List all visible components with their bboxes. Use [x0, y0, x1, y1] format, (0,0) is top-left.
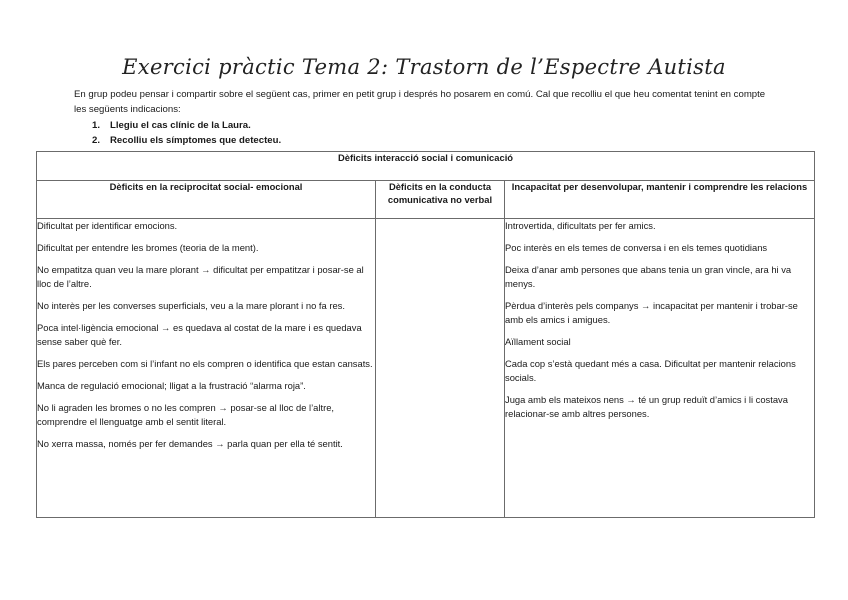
instruction-item: [92, 119, 281, 134]
symptom-item: Els pares perceben com si l’infant no els compren o identifica que estan cansats.: [37, 358, 373, 369]
column-header-nonverbal: Dèficits en la conducta comunicativa no verbal: [376, 181, 505, 219]
symptom-item: Poca intel·ligència emocional → es quedava al costat de la mare i es quedava sense saber què fer.: [37, 322, 362, 347]
instruction-item: [92, 134, 281, 149]
intro-paragraph: En grup podeu pensar i compartir sobre el següent cas, primer en petit grup i després ho posarem en comú. Cal que recolliu el que heu comentat tenint en compte les següents indicacions:: [74, 89, 766, 115]
document-title: Exercici pràctic Tema 2: Trastorn de l’Espectre Autista: [122, 55, 726, 79]
column-nonverbal: [376, 219, 505, 518]
symptom-item: No empatitza quan veu la mare plorant → dificultat per empatitzar i posar-se al lloc de l’altre.: [37, 264, 364, 289]
instruction-number: 2.: [92, 134, 101, 146]
symptom-item: Dificultat per entendre les bromes (teoria de la ment).: [37, 242, 259, 253]
instruction-list: [92, 119, 281, 148]
symptom-item: Cada cop s’està quedant més a casa. Dificultat per mantenir relacions socials.: [505, 358, 796, 383]
symptom-item: Dificultat per identificar emocions.: [37, 220, 178, 231]
symptom-item: Manca de regulació emocional; lligat a la frustració “alarma roja”.: [37, 380, 306, 391]
symptom-item: No xerra massa, només per fer demandes → parla quan per ella té sentit.: [37, 438, 343, 449]
symptoms-table: [36, 151, 815, 518]
symptom-item: Juga amb els mateixos nens → té un grup reduït d’amics i li costava relacionar-se amb altres persones.: [505, 394, 788, 419]
column-relationships: [505, 219, 815, 518]
instruction-number: 1.: [92, 120, 101, 131]
instruction-text: Llegiu el cas clínic de la Laura.: [110, 120, 251, 131]
symptom-item: No li agraden les bromes o no les compren → posar-se al lloc de l’altre, comprendre el llenguatge amb el sentit literal.: [37, 402, 335, 427]
symptom-item: Poc interès en els temes de conversa i en els temes quotidians: [505, 242, 768, 253]
column-social-emotional: [37, 219, 376, 518]
symptom-item: Introvertida, dificultats per fer amics.: [505, 220, 656, 231]
symptom-item: Deixa d’anar amb persones que abans tenia un gran vincle, ara hi va menys.: [505, 264, 792, 289]
symptom-item: Pèrdua d’interès pels companys → incapacitat per mantenir i trobar-se amb els amics i amigues.: [505, 300, 798, 325]
table-main-header: Dèficits interacció social i comunicació: [37, 152, 815, 181]
column-header-relationships: Incapacitat per desenvolupar, mantenir i comprendre les relacions: [505, 181, 815, 219]
instruction-text: Recolliu els símptomes que detecteu.: [110, 134, 282, 146]
symptom-item: No interès per les converses superficials, veu a la mare plorant i no fa res.: [37, 300, 345, 311]
symptom-item: Aïllament social: [505, 336, 571, 347]
column-header-social-emotional: Dèficits en la reciprocitat social- emocional: [37, 181, 376, 219]
